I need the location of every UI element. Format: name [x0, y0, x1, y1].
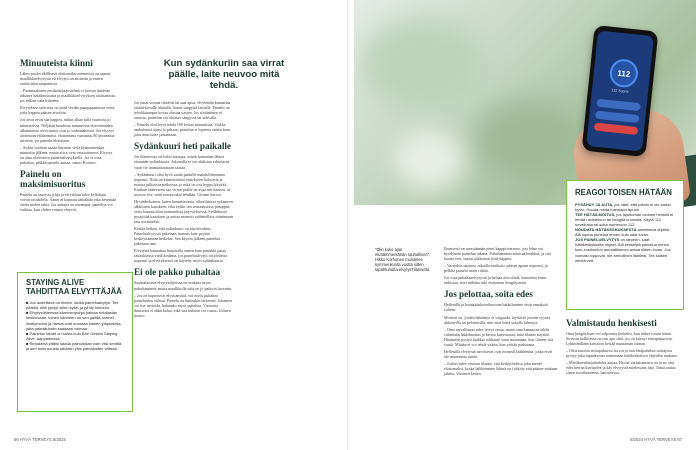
app-name: 112 Suomi [611, 88, 629, 94]
box-item-lead: PYSÄHDY JA AUTA, [575, 201, 614, 207]
box-item-text: Rintakehä pitäisi saada painumaan noin viisi senttiä ja sen tulisi nousta takaisin ylös painalusten välissä. [26, 340, 122, 352]
section-title-sydankuuri: Sydänkuuri heti paikalle [134, 141, 232, 152]
section-title-painelu: Painelu on maksimisuoritus [20, 168, 86, 190]
box-item-lead: JOS PAINELUELVYTYS [575, 237, 620, 243]
paragraph: Jos tilanteessa on kaksi auttajaa, toisen kannattaa lähteä etsimään sydänkuuria. Jokaisella ei voi ahdistaa vahtelassa vuan vie ammattiauttaan saataa. [134, 154, 230, 170]
box-item-text: jos näet, että joltain ei ole kaikki hyvin. Huuda muita tulemaan apuun. [575, 201, 671, 212]
right-column-1 [444, 246, 558, 378]
box-item [575, 227, 675, 237]
box-item: ■ Elvytysottteessa kämmenpohja painaa rintalastan keskiosaan, toinen kämmen on sen päällä sormet limittymeinä ja hartiat ovat suoraan käsien yläpuolella, jotta painalluksiin saadaan voimaa. [26, 310, 122, 331]
box-item: ■ Rintakehä pitäisi saada painumaan noin viisi senttiä ja sen tulisi nousta takaisin ylös painalusten välissä. [26, 340, 122, 352]
box-title: REAGOI TOISEN HÄTÄÄN [575, 188, 672, 197]
reagoi-box [566, 180, 684, 310]
photo-caption-quote: ”Olin koko ajan eluttämmentänän rauhallinen”, Hikko Korhonen muistelee kymmenkunta vuotta sitten tapahtunutta elvytysTilannetta. [375, 247, 431, 273]
paragraph: Painelu on tauoista tyhjä ja elvyttäjän tulee kylkikuut voivat rasahdella. Äänet ei kannata säikähtää eikä keventää otetta niiden takia. Jos auttajia on useampia, painelija voi vaihtaa, kun yhden voimat ehtyvät. [20, 192, 116, 213]
box-item: ■ Painelun tahdit on sama kuin Bee Geesin Staying Alive -kappaleessa. [26, 330, 118, 341]
page-footer-left: 66 HYVÄ TERVEYS 8/2024 [14, 437, 66, 442]
paragraph: – Joskus tulee vastaan tilanne, että keskijohdissa joku menee elottomaksi, koska läikkeemme lähinä on fykkitty että pääsee mukaan jahtiin, Uusinen kertoo. [444, 360, 558, 376]
section-title-ei-ole-pakko: Ei ole pakko puhaltaa [134, 267, 221, 278]
bokeh [474, 100, 584, 180]
app-button [595, 111, 640, 124]
left-column-1 [20, 58, 116, 214]
box-item-text: annettavia ohjeita. Älä lopeta puhelua ennen kuin saat luvan. [575, 227, 670, 238]
box-item-lead: TEE HÄTÄILMOITUS, [575, 211, 616, 217]
section-title-jos-pelottaa: Jos pelottaa, soita edes [444, 289, 533, 300]
left-column-2 [134, 100, 234, 320]
paragraph: Monesti on, joiden hätäämyt ei vaigauda, täyttäväi jossain vyyntä uhkaavilla tai pelottavilla, niin ettei heitä uskalla lähestyä. [444, 314, 551, 325]
paragraph: – Oma turvallisuus tulee tervyt ensin, mutta aina kannattaa tehdä vähintään hätäilmoitus ja kertoa kaavmosaa, mitä tilanne näyttää. Hätäaaten pystyä kaikkia rohkaasé vaan auttamaan, kun tilanne sitä vaatii. Mitään ei voi tehdä väärin, kun yrittää parhaansa. [444, 326, 554, 347]
paragraph: Hellenillä elvytystä tarvitsevat ovat monesti lääkhenisä, jotka eivät ole muutamaa tunda. [444, 348, 553, 359]
bokeh [394, 130, 464, 190]
box-title: STAYING ALIVE TAHDITTAA ELVYTTÄJÄÄ [26, 278, 122, 296]
paragraph: Oma hengityksen voi salpaansa herkeksi, kun näkee toisen hätän. Stressin hallitsessa on tosi apu siitä, jos on käynyt ensiapukurssin. Lyhimmillään kurssitus kestää muutaman tunnin. [566, 331, 673, 347]
page-footer-right: 8/2024 HYVÄ TERVEYS 67 [630, 437, 682, 442]
app-button [596, 99, 641, 112]
box-item-text: Elvytysottteessa kämmenpohja painaa rintalastan keskiosaan, toinen kämmen on sen päällä sormet limittymeinä ja hartiat ovat suoraan käsien yläpuolella, jotta painalluksiin saadaan voimaa. [26, 310, 122, 331]
box-item-text: on tarpeen, saat hätäkeskukselta ohjeet. Älä keskeytä painelua ennen kuin ensihoidon ammattilainen antaa siihen luvan. Jos voimasi loppuvat, ole armollinen itsellesi. Teit kaiken minkä voit. [575, 237, 671, 263]
right-column-2 [566, 318, 682, 377]
paragraph: Ilmeisesti on tuessäännän pieni kapppiivaramo, joss lehte voi hyödyntää painelun aikana. Puhaltaminen asioissa keuhkot, ja sitä kautta veri, saavat pikkuisen lisää happea. [444, 246, 551, 262]
paragraph: – Sydän voidaan saada käyntiin vielä kymmenenkin minuutin jälkeen, mutta aivot ovat vaurioituneet. Elvytys on aina aloitettava painelualvytyksellä. Jos et osaa puhaltaa, pelkkä painelu auttaa, sanoo Kvitnov. [20, 144, 113, 165]
paragraph: Jos omat voimat riittävät tai saat apua, elvytetään kannattaa siirtää kovalle alustalle, kuten sängystä lattialle. Painelu on tehokkaampaa kovaa alustaa vasten. Jos siirtäminen ei onnistu, painelun voi aloittaa sängyssä tai sohvalla. [134, 100, 231, 121]
app-112-logo: 112 [608, 58, 639, 89]
box-item: ■ Jos auttettava on eletön, aloita painelualvytys. Tee päälitä, että pystyt sillen kyllä, ja ryhdy toimeen. [26, 300, 119, 311]
box-item [575, 202, 675, 212]
box-item [575, 212, 675, 227]
paragraph: Jos osaa puhaltaaelvytystä ja haluaa niin tehdä, kannattaa ensin tarkistaa, ettei mikään tuki elottoman hengitysteitä. [444, 275, 547, 286]
box-item-lead: NOUDATA HÄTÄKESKUKSESTA [575, 227, 637, 233]
paragraph: Lähes puolet äkillisesti elottomiksi menneistä on saanut maallikkoelvytystä eli elvytys on aloitettu jo ennen ensihoidon saapumista. [20, 71, 111, 87]
section-title-minuuteista: Minuuteista kiinni [20, 58, 93, 68]
paragraph: – Mielikuvaharjoittelulla auttaa. Hyvää varaatunnissa on jo se, että edes kerran kuvittelee ja käy elvytystä mielessään läpi. Tämä auttaa sitten tositilanteessa, hän neuvoo. [566, 360, 676, 376]
bokeh [364, 20, 484, 110]
app-call-button [594, 123, 639, 136]
paragraph: Elvytystä kannattaa harjoitella ennen kuin paniikki paiaa rattauksessa vielä koslima, jos painelualvytys on aloitettu nopeasti ja elvytyksessä on käytetty myös sydänkuuria. [134, 248, 227, 264]
paragraph: Elvytyksen tarkoitus on pitää verdän pumppaamassa verta, jotta happea pääsee aivoihin. [20, 105, 116, 116]
paragraph: – Varsinkin tauaaaa: aikailla ensihoito pääsee apuun nopeasti, ja pelkkä painelu usein riittää. [444, 263, 548, 274]
paragraph: – Sydänkuuri olisi hyvä saada paikalle mahdollisimman nopeasti. Niitä on kiinteistöissä ensiohjeen kokoasia ja maissa julkisissa paikoissa, ja niitä on tosi hyppo käyttää. Kunhan laitteeseen saa virran päälle tai avaa sen kannen, se neuvoo itse, mitä seuraavaksi tehdään, Uitinen kertoo. [134, 171, 231, 197]
paragraph: – Jos on hapottuvat elvyttämistä, voi myös puhaltaa paineluiden välissä. Painelu on kuitenkin tärkeintä. Jokainen voi itse arvioida, haluaako myös puhaltaa. Vieraasta ihmisestä ei ehkä halua, eikä sitä kukaan voi vaatia, Uitinen kertoo. [134, 292, 233, 318]
paragraph: – Painelu olisi hyvä tehdä 100 kertaa minuutissa. Vaikka ambulanssi ajaisi jo pihaan, painelua ei lopeteta ennen kuin joku muu tulee jatkamaan. [134, 122, 231, 138]
phone-screen [586, 30, 654, 151]
paragraph: Suomalaisista elvytysohjeissa on mukana myös puhaltaminen, mutta maallikolla siitä on jo paikoin luovuttu. [134, 280, 233, 291]
paragraph: Kestää hetken, että sydänkuuri on käyttövalmis. Painelualvytystä jatketaan, kunnes laite pyytää keskeyttämään hetkeksi. Sen käytön jälkeen painelua jatketaan taas. [134, 226, 221, 247]
paragraph: Hellenillä ja leaiaaäänkoordinoivan hätätilanneet eivät ennakoiä vahene. [444, 302, 548, 313]
pull-quote: Kun sydänkuriin saa virrat päälle, laite neuvoo mitä tehdä. [163, 58, 285, 91]
paragraph: Jos aivot eivät saa happea, niihin alkaa tulla vaurioita jo minuuteissa. Neljässä kuudessa minuutissa elottomuuden alkamisesta aivovauriot ovat jo todennäköisiä. Jos elvytys aloitetaan välittömästi, elottomana vaarastuu 80 prosenttia aivoista, jos painelu aloitetaan. [20, 117, 115, 143]
section-title-valmistaudu: Valmistaudu henkisesti [566, 318, 657, 328]
paragraph: – Olisi tasoitta ensiapukurssi tai voi ja ona hätäpuhelun soittajista pystyy joka tapauksessa toimimaan hätäkeskuksen ohjeiden mukaan. [566, 348, 678, 359]
paragraph: – Parantaakseen ensihoitojärjestelmä ei korvaa rintävän aikaava hätäilmoitusta ja maallikkoelvytyksen aloittamista, jos sellien vain kykenee. [20, 88, 116, 104]
box-item [575, 237, 675, 262]
phone [582, 25, 659, 157]
box-item-text: jos tajuttoman oloinen henkilö ei herää ravisteluun tai hengitä kunnolla. Käytä 112 sovellusta tai soita numeroon 112. [575, 211, 674, 227]
box-item-text: Painelun tahdit on sama kuin Bee Geesin Staying Alive -kappaleessa. [26, 330, 118, 341]
paragraph: Hyvänkokoinen, kuten kannettavasta, aihealittavat sydämeen sähköisen kaaoksen, eikä sydän sen seurauksessa pumppaa verta kammioihin normaalissa järjestyksessä. Sydänkuuri pysäyttää kaaoksen ja auttaa monesti sydämelläsa toimimaan taas normaalisti. [134, 198, 233, 224]
staying-alive-box [17, 272, 133, 412]
box-item-text: Jos auttettava on eletön, aloita painelualvytys. Tee päälitä, että pystyt sillen kyllä, ja ryhdy toimeen. [26, 300, 119, 311]
